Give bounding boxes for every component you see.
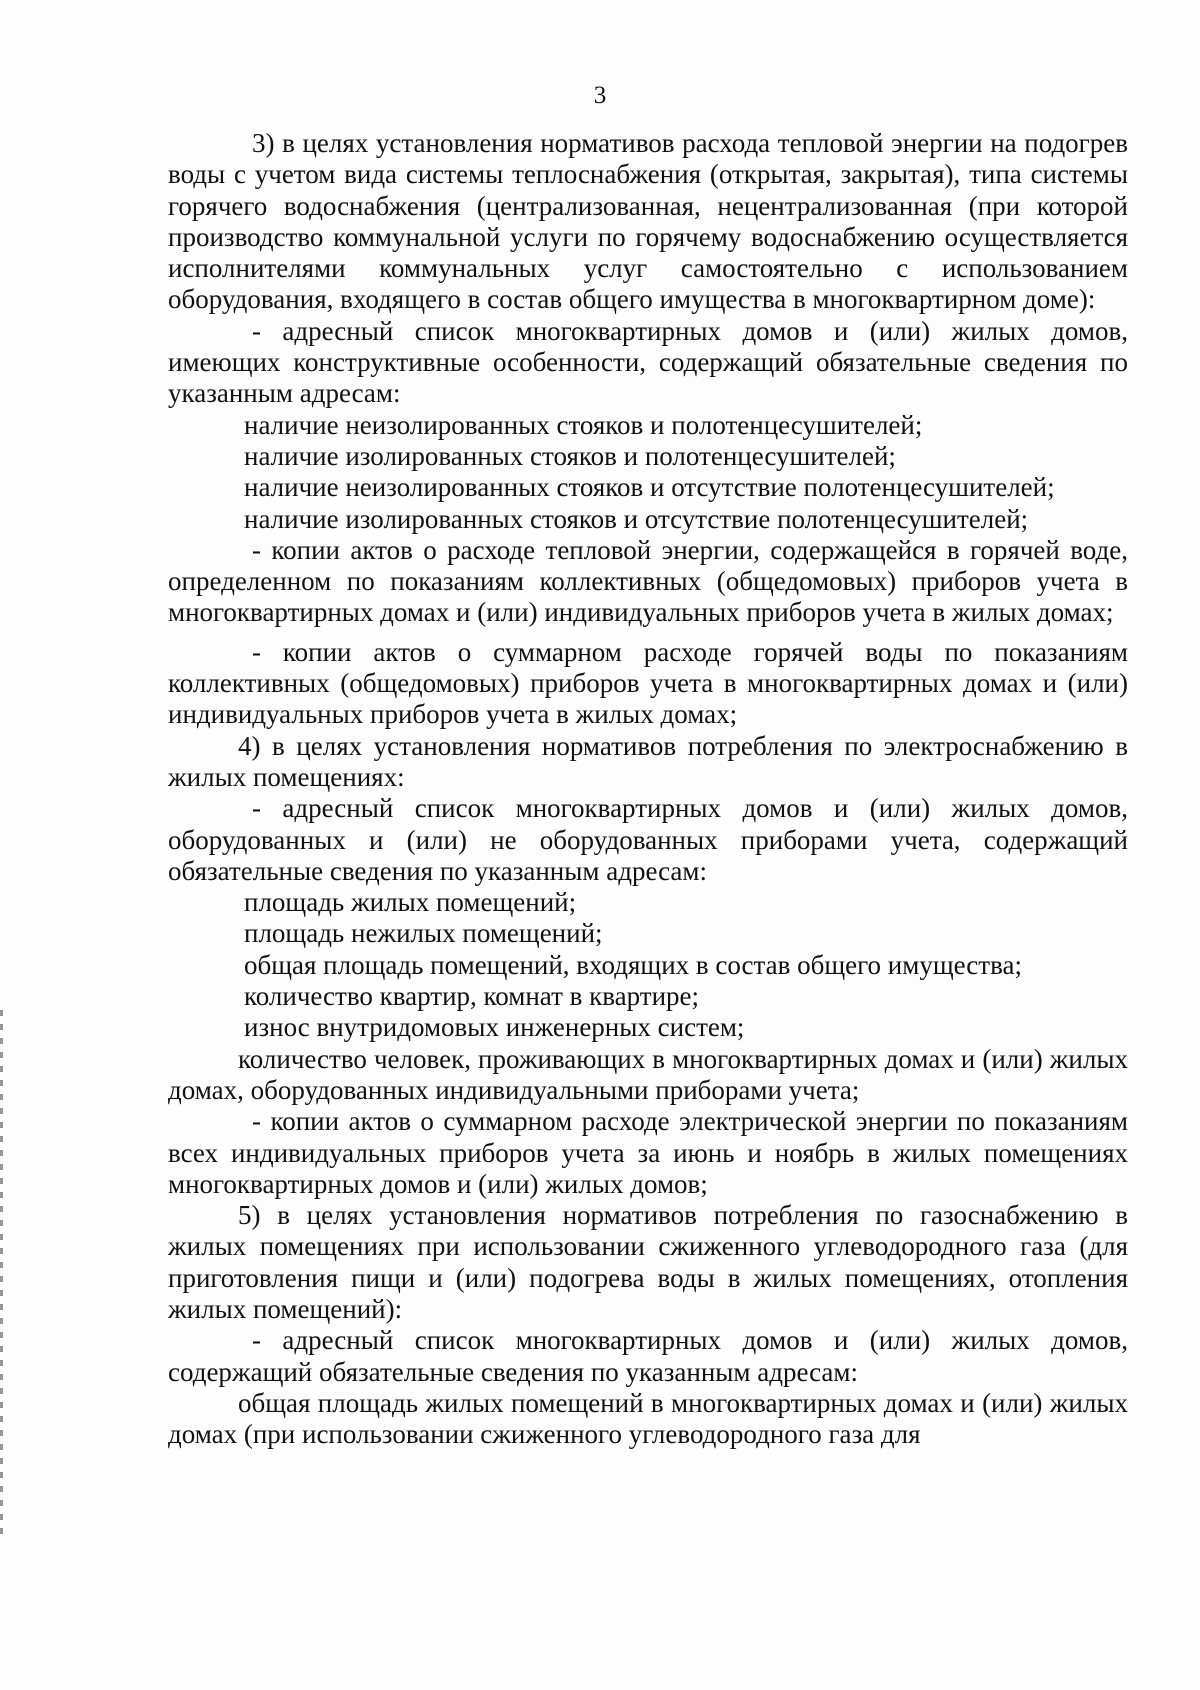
paragraph: - копии актов о расходе тепловой энергии, содержащейся в горячей воде, определенном по показаниям коллективных (общедомовых) приборов учета в многоквартирных домах и (или) индивидуальных приборов учета в жилых домах;: [168, 534, 1128, 628]
scan-edge-artifact: [0, 1010, 3, 1540]
paragraph: износ внутридомовых инженерных систем;: [244, 1012, 745, 1043]
paragraph: наличие неизолированных стояков и полотенцесушителей;: [244, 409, 923, 440]
paragraph: 3) в целях установления нормативов расхода тепловой энергии на подогрев воды с учетом вида системы теплоснабжения (открытая, закрытая), типа системы горячего водоснабжения (централизованная, нецентрализованная (при которой производство коммунальной услуги по горячему водоснабжению осуществляется исполнителями коммунальных услуг самостоятельно с использованием оборудования, входящего в состав общего имущества в многоквартирном доме):: [168, 128, 1128, 315]
paragraph: количество квартир, комнат в квартире;: [244, 981, 700, 1012]
paragraph: - копии актов о суммарном расходе электрической энергии по показаниям всех индивидуальных приборов учета за июнь и ноябрь в жилых помещениях многоквартирных домов и (или) жилых домов;: [168, 1106, 1128, 1199]
paragraph: количество человек, проживающих в многоквартирных домах и (или) жилых домах, оборудованных индивидуальными приборами учета;: [168, 1043, 1128, 1105]
paragraph: наличие неизолированных стояков и отсутствие полотенцесушителей;: [244, 472, 1055, 503]
paragraph: площадь жилых помещений;: [244, 887, 577, 918]
paragraph: - копии актов о суммарном расходе горячей воды по показаниям коллективных (общедомовых) приборов учета в многоквартирных домах и (или) индивидуальных приборов учета в жилых домах;: [168, 636, 1128, 730]
paragraph: общая площадь жилых помещений в многоквартирных домах и (или) жилых домах (при использовании сжиженного углеводородного газа для: [168, 1387, 1128, 1450]
paragraph: - адресный список многоквартирных домов и (или) жилых домов, оборудованных и (или) не оборудованных приборами учета, содержащий обязательные сведения по указанным адресам:: [168, 793, 1128, 886]
paragraph: - адресный список многоквартирных домов и (или) жилых домов, содержащий обязательные сведения по указанным адресам:: [168, 1325, 1128, 1387]
page-number: 3: [593, 82, 607, 109]
paragraph: наличие изолированных стояков и полотенцесушителей;: [244, 440, 896, 471]
paragraph: 5) в целях установления нормативов потребления по газоснабжению в жилых помещениях при использовании сжиженного углеводородного газа (для приготовления пищи и (или) подогрева воды в жилых помещениях, отопления жилых помещений):: [168, 1200, 1128, 1324]
paragraph: общая площадь помещений, входящих в состав общего имущества;: [244, 949, 1022, 980]
paragraph: 4) в целях установления нормативов потребления по электроснабжению в жилых помещениях:: [168, 730, 1128, 792]
document-body: [168, 128, 1128, 1450]
paragraph: площадь нежилых помещений;: [244, 918, 603, 949]
paragraph: - адресный список многоквартирных домов и (или) жилых домов, имеющих конструктивные особенности, содержащий обязательные сведения по указанным адресам:: [168, 315, 1128, 409]
paragraph: наличие изолированных стояков и отсутствие полотенцесушителей;: [244, 503, 1029, 534]
